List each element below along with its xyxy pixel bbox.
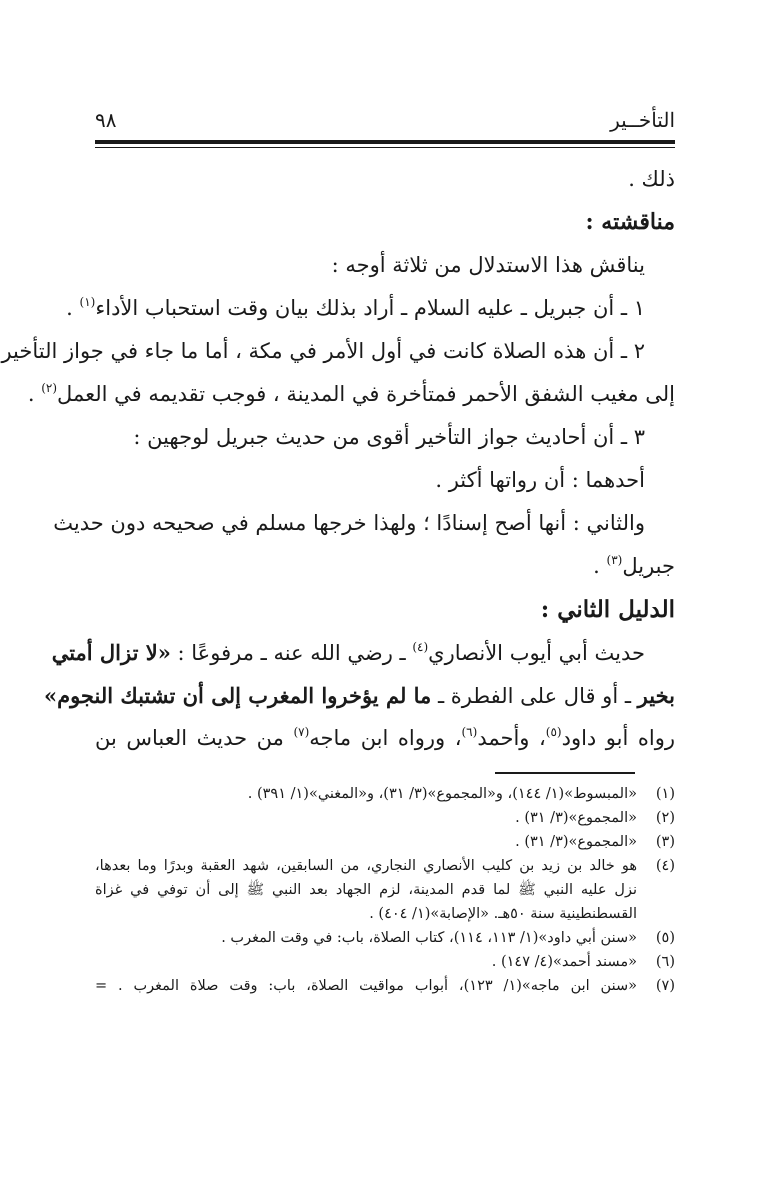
second-reason-text: جبريل bbox=[622, 554, 675, 578]
footnote-4 bbox=[95, 854, 675, 926]
second-reason-line-2 bbox=[95, 545, 675, 588]
narration-abu-dawud: رواه أبو داود bbox=[561, 726, 675, 750]
footnote-separator bbox=[495, 772, 635, 774]
text-line: يناقش هذا الاستدلال من ثلاثة أوجه : bbox=[331, 253, 645, 277]
footnote-number: (٢) bbox=[655, 810, 675, 826]
point-two-text: إلى مغيب الشفق الأحمر فمتأخرة في المدينة ، فوجب تقديمه في العمل bbox=[57, 382, 675, 406]
footnote-2 bbox=[95, 806, 675, 830]
footnote-text: نزل عليه النبي ﷺ لما قدم المدينة، لزم الجهاد بعد النبي ﷺ إلى أن توفي في غزاة bbox=[95, 882, 637, 898]
hadith-intro: حديث أبي أيوب الأنصاري bbox=[428, 641, 645, 665]
footnote-number: (٥) bbox=[655, 930, 675, 946]
footnote-ref: (٦) bbox=[461, 725, 478, 739]
point-two-end: . bbox=[27, 382, 42, 406]
footnotes bbox=[95, 782, 675, 998]
hadith-quote-bold-2: ما لم يؤخروا المغرب إلى أن تشتبك النجوم» bbox=[43, 683, 432, 708]
footnote-number: (٧) bbox=[655, 978, 675, 994]
footnote-1 bbox=[95, 782, 675, 806]
second-reason-end: . bbox=[593, 554, 607, 578]
point-three: ٣ ـ أن أحاديث جواز التأخير أقوى من حديث جبريل لوجهين : bbox=[133, 425, 645, 449]
point-two-line-1: ٢ ـ أن هذه الصلاة كانت في أول الأمر في مكة ، أما ما جاء في جواز التأخير bbox=[1, 339, 645, 363]
footnote-ref: (٥) bbox=[545, 725, 562, 739]
point-one-text: ١ ـ أن جبريل ـ عليه السلام ـ أراد بذلك بيان وقت استحباب الأداء bbox=[95, 296, 645, 320]
header-rule-thin bbox=[95, 147, 675, 148]
footnote-text: هو خالد بن زيد بن كليب الأنصاري النجاري، من السابقين، شهد العقبة وبدرًا وما بعدها، bbox=[95, 858, 637, 874]
footnote-number: (١) bbox=[655, 786, 675, 802]
footnote-ref: (٧) bbox=[293, 725, 310, 739]
hadith-line-1 bbox=[51, 631, 675, 674]
footnote-text: «المجموع»(٣/ ٣١) . bbox=[515, 810, 637, 826]
footnote-text: «المبسوط»(١/ ١٤٤)، و«المجموع»(٣/ ٣١)، و«المغني»(١/ ٣٩١) . bbox=[247, 786, 637, 802]
narration-line bbox=[95, 717, 675, 760]
second-reason-line-1: والثاني : أنها أصح إسنادًا ؛ ولهذا خرجها مسلم في صحيحه دون حديث bbox=[53, 511, 645, 535]
heading-second-evidence: الدليل الثاني : bbox=[540, 596, 675, 623]
footnote-ref: (٤) bbox=[412, 640, 429, 654]
chapter-title: التأخــير bbox=[610, 108, 675, 132]
footnote-6 bbox=[95, 950, 675, 974]
subheading-discussion: مناقشته : bbox=[585, 209, 675, 235]
footnote-3 bbox=[95, 830, 675, 854]
hadith-quote-start: «لا تزال أمتي bbox=[51, 640, 171, 665]
narration-ahmad: ، وأحمد bbox=[477, 726, 546, 750]
point-one bbox=[66, 287, 675, 330]
narration-end: من حديث العباس بن bbox=[95, 726, 294, 750]
point-one-end: . bbox=[66, 296, 80, 320]
running-header bbox=[95, 108, 675, 134]
footnote-number: (٤) bbox=[655, 858, 675, 874]
main-text bbox=[1, 158, 675, 760]
hadith-intro-2: ـ رضي الله عنه ـ مرفوعًا : bbox=[170, 641, 413, 665]
footnote-text: «سنن ابن ماجه»(١/ ١٢٣)، أبواب مواقيت الصلاة، باب: وقت صلاة المغرب . = bbox=[95, 978, 637, 994]
hadith-line-2 bbox=[43, 674, 675, 717]
text-line: ذلك . bbox=[628, 167, 675, 191]
footnote-ref: (٢) bbox=[41, 381, 58, 395]
hadith-quote-bold-1: بخير bbox=[637, 683, 675, 708]
footnote-text: «مسند أحمد»(٤/ ١٤٧) . bbox=[491, 954, 637, 970]
point-two-line-2 bbox=[27, 373, 675, 416]
footnote-text: «سنن أبي داود»(١/ ١١٣، ١١٤)، كتاب الصلاة، باب: في وقت المغرب . bbox=[221, 930, 637, 946]
footnote-ref: (٣) bbox=[606, 553, 623, 567]
footnote-ref: (١) bbox=[79, 295, 96, 309]
narration-ibn-majah: ، ورواه ابن ماجه bbox=[309, 726, 462, 750]
footnote-number: (٣) bbox=[655, 834, 675, 850]
page-number: ٩٨ bbox=[95, 108, 117, 132]
footnote-text: القسطنطينية سنة ٥٠هـ. «الإصابة»(١/ ٤٠٤) . bbox=[369, 906, 637, 922]
hadith-quote-aside: ـ أو قال على الفطرة ـ bbox=[431, 684, 638, 708]
footnote-5 bbox=[95, 926, 675, 950]
footnote-text: «المجموع»(٣/ ٣١) . bbox=[515, 834, 637, 850]
header-rule-thick bbox=[95, 140, 675, 144]
footnote-7 bbox=[95, 974, 675, 998]
first-reason: أحدهما : أن رواتها أكثر . bbox=[435, 468, 645, 492]
footnote-number: (٦) bbox=[655, 954, 675, 970]
